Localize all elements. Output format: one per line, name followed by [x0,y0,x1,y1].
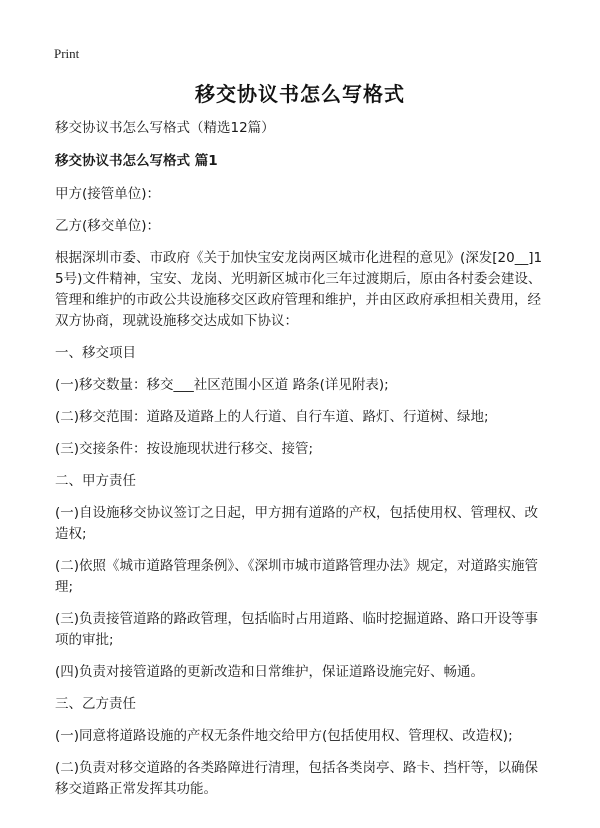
document-subtitle: 移交协议书怎么写格式（精选12篇） [55,120,275,136]
heading-party-b-duties: 三、乙方责任 [55,696,136,712]
party-b-line: 乙方(移交单位)： [55,218,161,234]
party-a-line: 甲方(接管单位)： [55,186,161,202]
clause-party-b-2: (二)负责对移交道路的各类路障进行清理，包括各类岗亭、路卡、挡杆等，以确保移交道路正常发挥其功能。 [55,760,539,797]
clause-transfer-scope: (二)移交范围：道路及道路上的人行道、自行车道、路灯、行道树、绿地; [55,409,489,425]
clause-transfer-quantity: (一)移交数量：移交___社区范围小区道 路条(详见附表); [55,377,389,393]
document-body [55,118,550,811]
section-title: 移交协议书怎么写格式 篇1 [55,153,218,169]
clause-party-a-1: (一)自设施移交协议签订之日起，甲方拥有道路的产权，包括使用权、管理权、改造权; [55,505,539,542]
clause-party-a-3: (三)负责接管道路的路政管理，包括临时占用道路、临时挖掘道路、路口开设等事项的审批; [55,611,539,648]
clause-party-a-2: (二)依照《城市道路管理条例》、《深圳市城市道路管理办法》规定，对道路实施管理; [55,558,539,595]
heading-party-a-duties: 二、甲方责任 [55,473,136,489]
clause-handover-conditions: (三)交接条件：按设施现状进行移交、接管; [55,441,314,457]
print-link[interactable]: Print [54,46,80,61]
clause-party-b-1: (一)同意将道路设施的产权无条件地交给甲方(包括使用权、管理权、改造权); [55,728,513,744]
page-title: 移交协议书怎么写格式 [195,82,405,106]
preamble-paragraph: 根据深圳市委、市政府《关于加快宝安龙岗两区城市化进程的意见》(深发[20__]15号)文件精神，宝安、龙岗、光明新区城市化三年过渡期后，原由各村委会建设、管理和维护的市政公共设施移交区政府管理和维护，并由区政府承担相关费用，经双方协商，现就设施移交达成如下协议： [55,250,543,329]
clause-party-a-4: (四)负责对接管道路的更新改造和日常维护，保证道路设施完好、畅通。 [55,664,485,680]
heading-transfer-items: 一、移交项目 [55,345,136,361]
